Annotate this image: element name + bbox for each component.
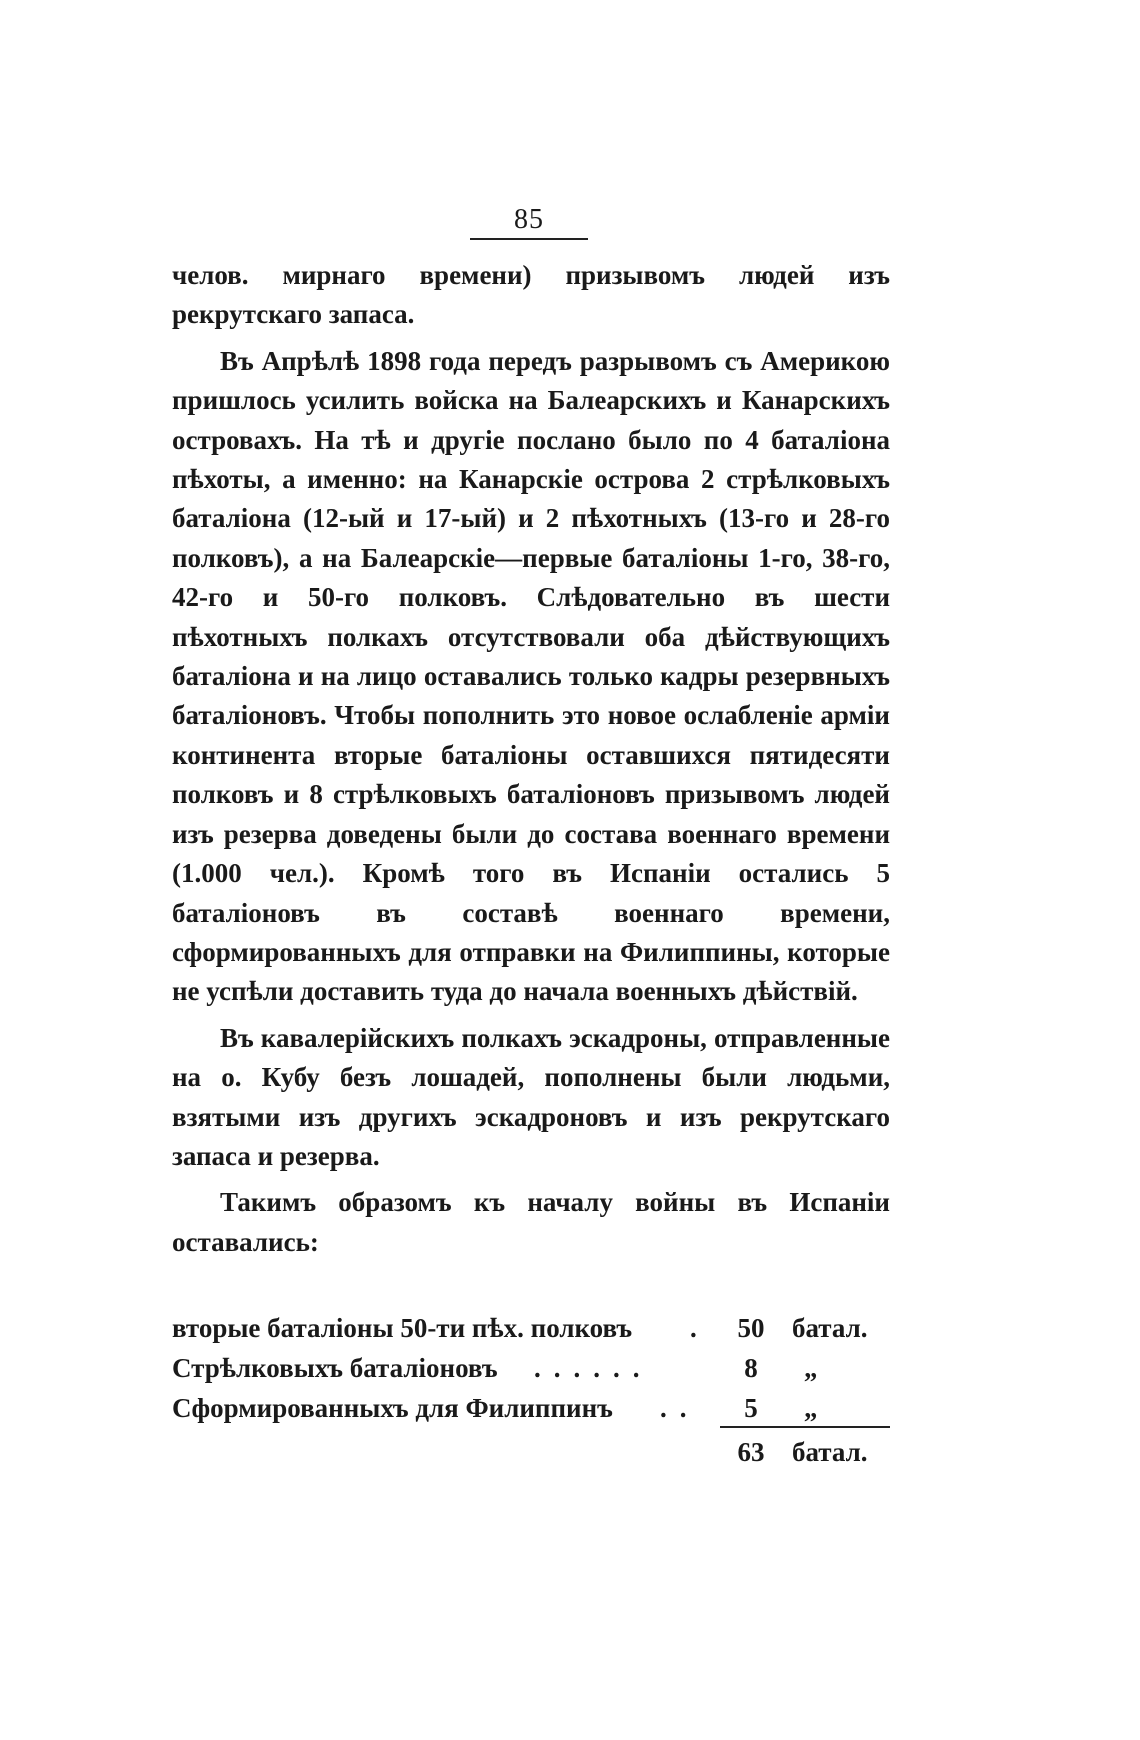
summary-row-unit: батал.	[792, 1313, 868, 1343]
summary-row-leader: ..	[660, 1393, 700, 1423]
summary-total-value: 63	[737, 1437, 765, 1467]
body-text	[172, 256, 890, 1262]
paragraph-4: Такимъ образомъ къ началу войны въ Испаніи оставались:	[172, 1187, 890, 1257]
summary-total-rule	[720, 1426, 890, 1428]
summary-total-row	[172, 1432, 892, 1472]
summary-row-value: 50	[737, 1313, 765, 1343]
paragraph-2: Въ Апрѣлѣ 1898 года передъ разрывомъ съ Америкою пришлось усилить войска на Балеарскихъ и Канарскихъ островахъ. На тѣ и другіе послано было по 4 баталіона пѣхоты, а именно: на Канарскіе острова 2 стрѣлковыхъ баталіона (12-ый и 17-ый) и 2 пѣхотныхъ (13-го и 28-го полковъ), а на Балеарскіе—первые баталіоны 1-го, 38-го, 42-го и 50-го полковъ. Слѣдовательно въ шести пѣхотныхъ полкахъ отсутствовали оба дѣйствующихъ баталіона и на лицо оставались только кадры резервныхъ баталіоновъ. Чтобы пополнить это новое ослабленіе арміи континента вторые баталіоны оставшихся пятидесяти полковъ и 8 стрѣлковыхъ баталіоновъ призывомъ людей изъ резерва доведены были до состава военнаго времени (1.000 чел.). Кромѣ того въ Испаніи остались 5 баталіоновъ въ составѣ военнаго времени, сформированныхъ для отправки на Филиппины, которые не успѣли доставить туда до начала военныхъ дѣйствій.	[172, 345, 890, 1007]
paragraph-3: Въ кавалерійскихъ полкахъ эскадроны, отправленные на о. Кубу безъ лошадей, пополнены были людьми, взятыми изъ другихъ эскадроновъ и изъ рекрутскаго запаса и резерва.	[172, 1022, 890, 1171]
summary-row-label: вторые баталіоны 50-ти пѣх. полковъ	[172, 1313, 633, 1343]
header-rule	[470, 238, 588, 240]
summary-row-unit: „	[804, 1353, 818, 1383]
summary-row	[172, 1308, 892, 1348]
page-number: 85	[514, 204, 544, 235]
summary-row-leader: .	[690, 1313, 710, 1343]
summary-row-label: Сформированныхъ для Филиппинъ	[172, 1393, 613, 1423]
summary-total-unit: батал.	[792, 1437, 868, 1467]
summary-row-unit: „	[804, 1393, 818, 1423]
summary-row-label: Стрѣлковыхъ баталіоновъ	[172, 1353, 498, 1383]
summary-row	[172, 1388, 892, 1428]
summary-row-value: 5	[744, 1393, 758, 1423]
paragraph-1: челов. мирнаго времени) призывомъ людей изъ рекрутскаго запаса.	[172, 260, 890, 330]
summary-row-leader: ......	[534, 1353, 653, 1383]
summary-row-value: 8	[744, 1353, 758, 1383]
battalion-summary-table	[172, 1308, 892, 1467]
summary-row	[172, 1348, 892, 1388]
page-header	[470, 205, 588, 240]
